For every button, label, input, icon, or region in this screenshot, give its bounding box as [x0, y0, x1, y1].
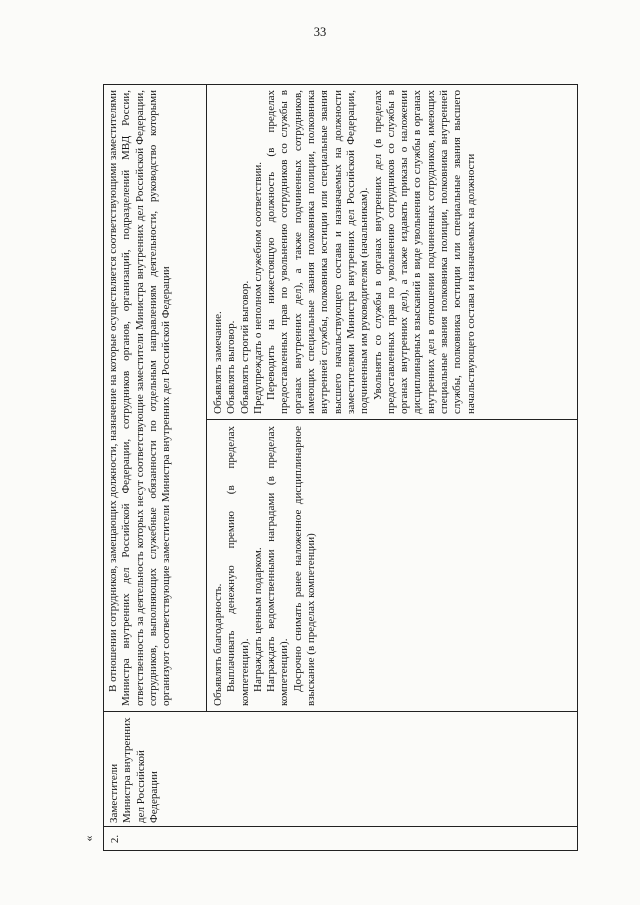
reward-item: Досрочно снимать ранее наложенное дисциплинарное взыскание (в пределах компетенции) [291, 426, 318, 706]
page-number: 33 [313, 25, 327, 39]
rotated-table-body [103, 84, 578, 851]
continuation-quote-mark: « [81, 835, 96, 842]
penalty-item: Переводить на нижестоящую должность (в пределах предоставленных прав по увольнению сотрудников со службы в органах внутренних дел), а также подчиненных сотрудников, имеющих специальные звания полковника полиции, полковника внутренней службы, полковника юстиции или специальные звания высшего начальствующего состава и назначаемых на должности заместителями Министра внутренних дел Российской Федерации, подчиненным им руководителям (начальникам). [265, 90, 371, 414]
disciplinary-table [103, 84, 578, 851]
reward-item: Награждать ведомственными наградами (в пределах компетенции). [265, 426, 291, 706]
penalty-item: Предупреждать о неполном служебном соответствии. [251, 161, 264, 414]
reward-item: Выплачивать денежную премию (в пределах компетенции). [225, 426, 251, 706]
penalty-item: Увольнять со службы в органах внутренних дел (в пределах предоставленных прав по увольнению сотрудников со службы в органах внутренних дел), а также издавать приказы о наложении дисциплинарных взысканий в виде увольнения со службы в органах внутренних дел в отношении подчиненных сотрудников, имеющих специальные звания полковника полиции, полковника внутренней службы, полковника юстиции или специальные звания высшего начальствующего состава и назначаемых на должности [371, 90, 477, 414]
scope-text [103, 84, 206, 712]
row-number: 2. [109, 834, 121, 844]
reward-item: Объявлять благодарность. [212, 583, 224, 706]
penalty-item: Объявлять замечание. [212, 311, 224, 414]
penalty-item: Объявлять строгий выговор. [238, 280, 251, 414]
penalties-cell [206, 84, 578, 420]
rewards-cell [206, 420, 578, 712]
reward-item: Награждать ценным подарком. [251, 547, 264, 692]
penalty-item: Объявлять выговор. [225, 320, 238, 414]
scope-paragraph: В отношении сотрудников, замещающих должности, назначение на которые осуществляется соответствующими заместителями Министра внутренних дел Российской Федерации, сотрудников органов, организаций, подразделений МВД России, ответственность за деятельность которых несут соответствующие заместители Министра внутренних дел Российской Федерации, сотрудников, выполняющих служебные обязанности по отдельным направлениям деятельности, руководство которыми организуют соответствующие заместители Министра внутренних дел Российской Федерации [107, 90, 173, 706]
position-title: Заместители Министра внутренних дел Российской Федерации [108, 717, 160, 823]
